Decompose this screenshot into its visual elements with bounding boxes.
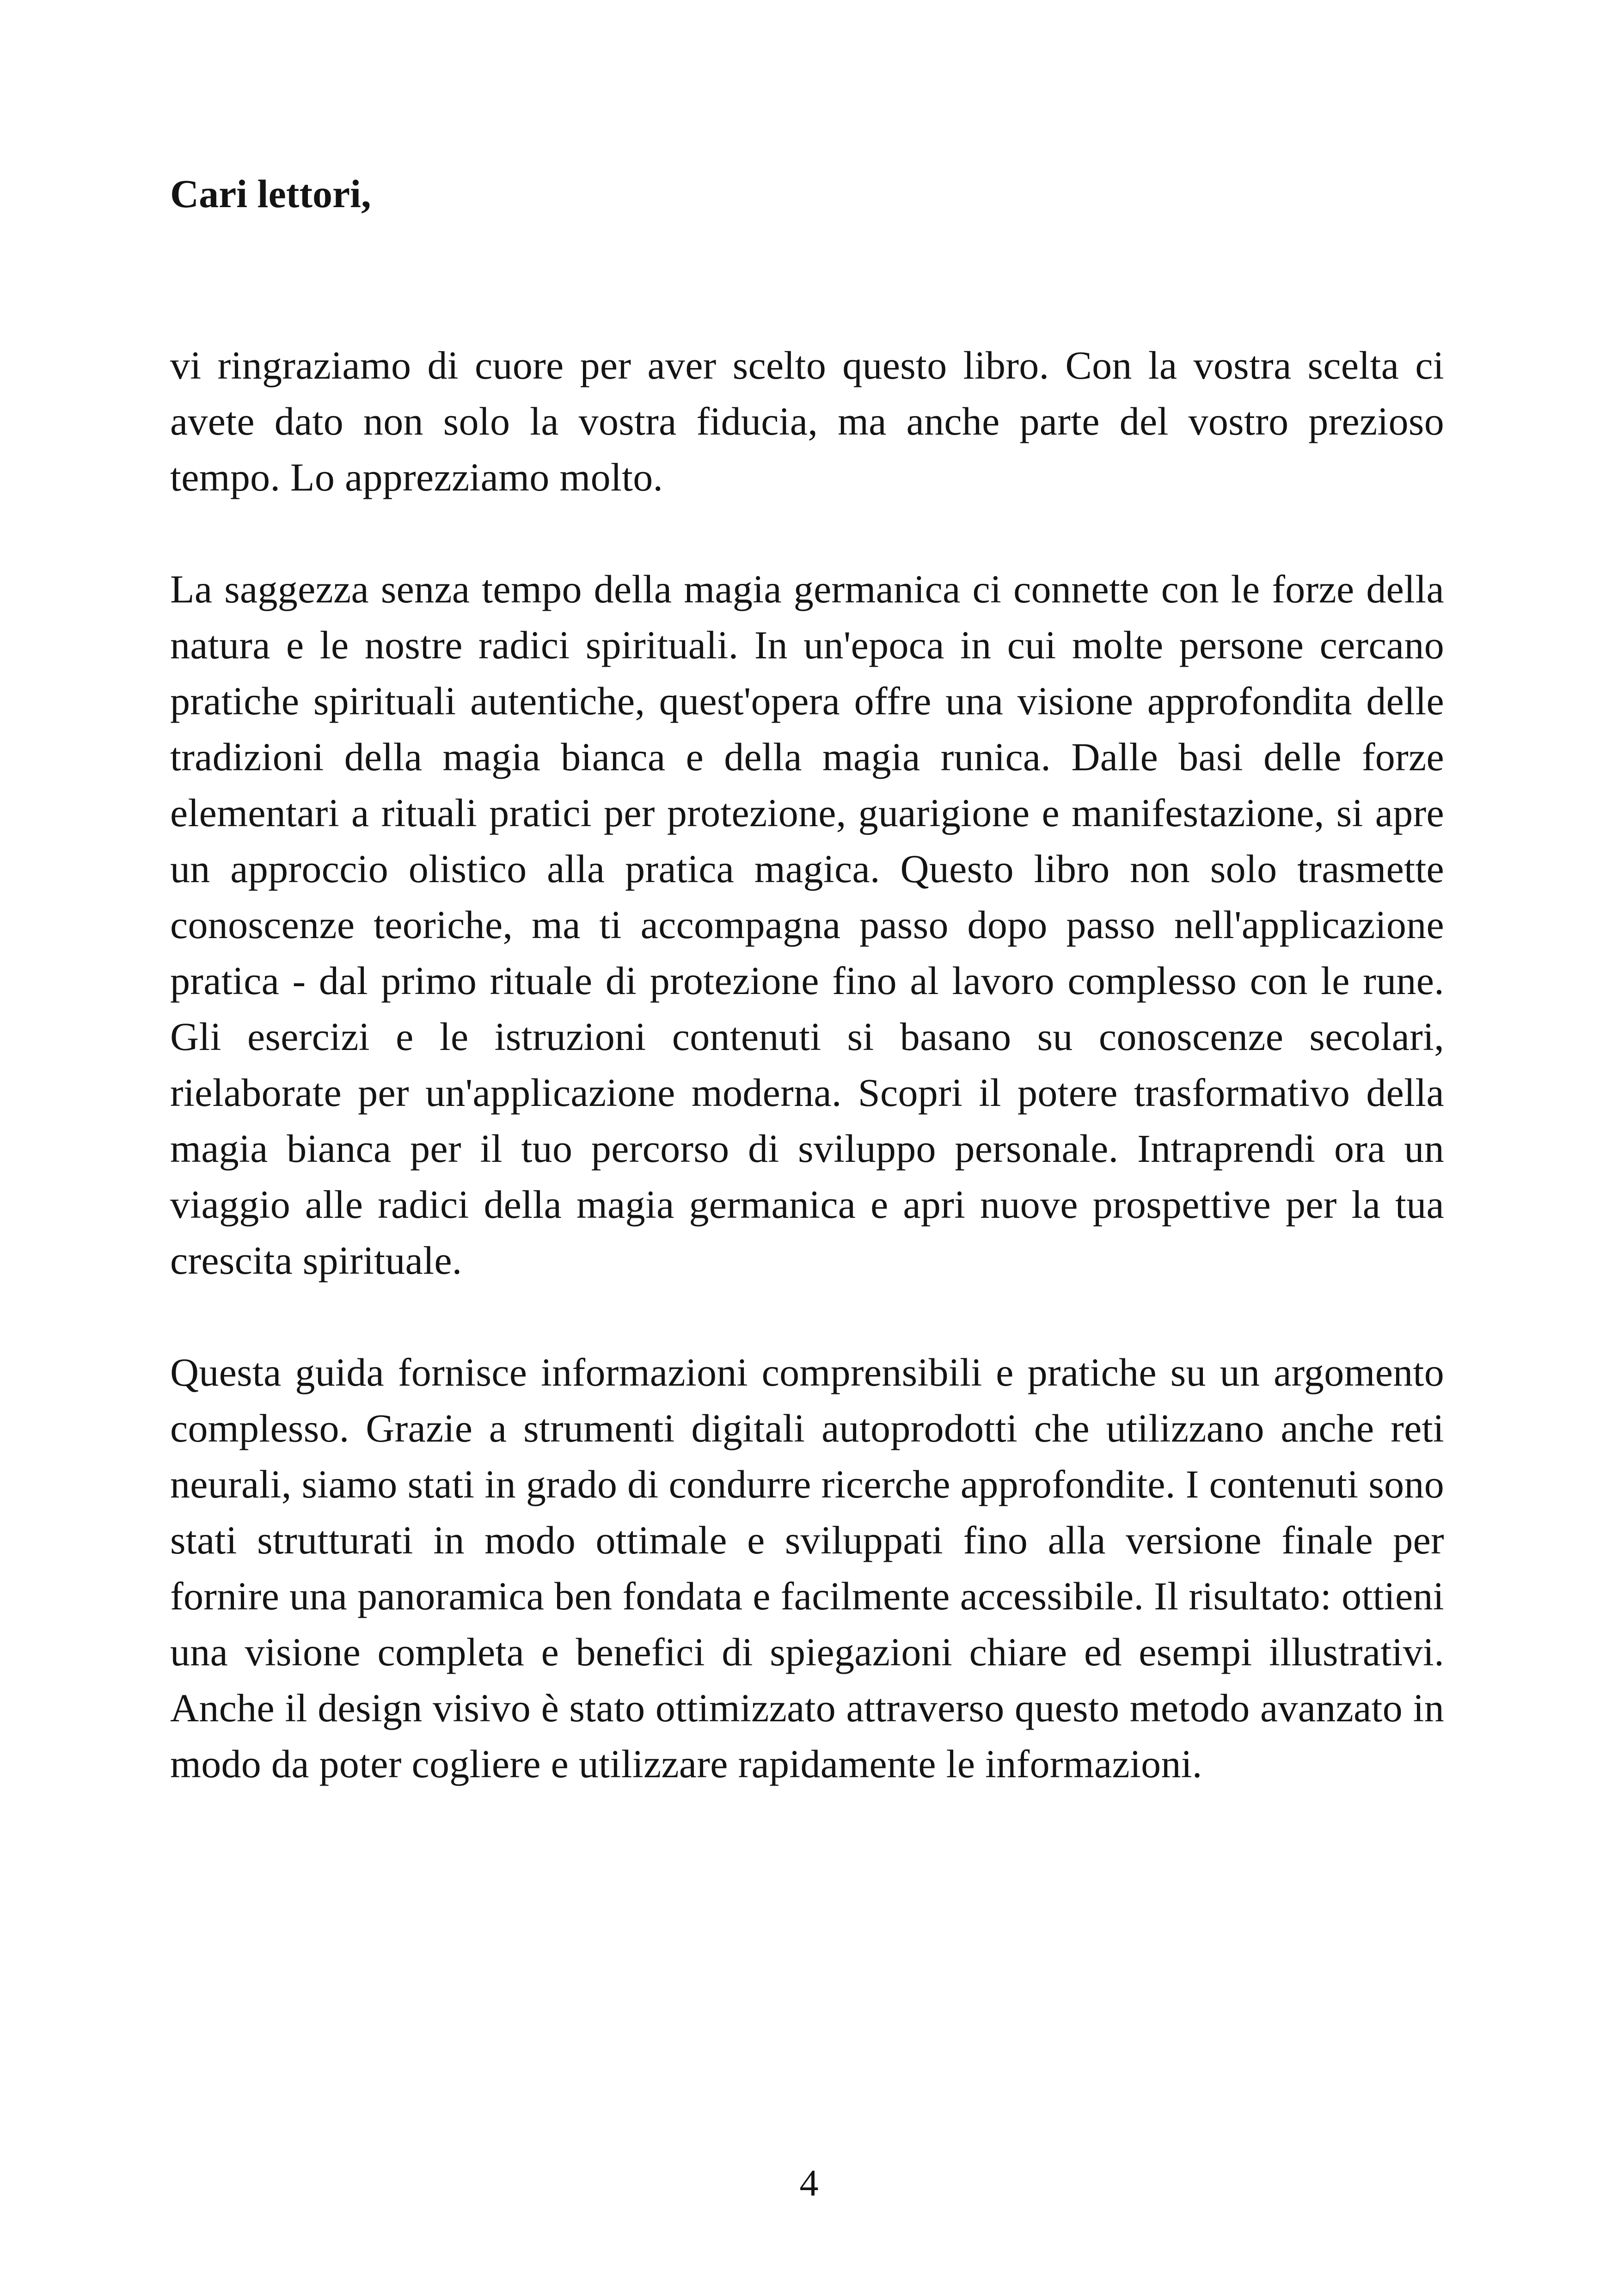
paragraph-guide-info: Questa guida fornisce informazioni comprensibili e pratiche su un argomento complesso. Grazie a strumenti digitali autoprodotti che utilizzano anche reti neurali, siamo stati in grado di condurre ricerche approfondite. I contenuti sono stati strutturati in modo ottimale e sviluppati fino alla versione finale per fornire una panoramica ben fondata e facilmente accessibile. Il risultato: ottieni una visione completa e benefici di spiegazioni chiare ed esempi illustrativi. Anche il design visivo è stato ottimizzato attraverso questo metodo avanzato in modo da poter cogliere e utilizzare rapidamente le informazioni. (170, 1350, 1444, 1786)
letter-body (170, 338, 1444, 1848)
letter-greeting: Cari lettori, (170, 172, 371, 216)
paragraph-thanks: vi ringraziamo di cuore per aver scelto questo libro. Con la vostra scelta ci avete dato non solo la vostra fiducia, ma anche parte del vostro prezioso tempo. Lo apprezziamo molto. (170, 343, 1444, 499)
paragraph-germanic-magic: La saggezza senza tempo della magia germanica ci connette con le forze della natura e le nostre radici spirituali. In un'epoca in cui molte persone cercano pratiche spirituali autentiche, quest'opera offre una visione approfondita delle tradizioni della magia bianca e della magia runica. Dalle basi delle forze elementari a rituali pratici per protezione, guarigione e manifestazione, si apre un approccio olistico alla pratica magica. Questo libro non solo trasmette conoscenze teoriche, ma ti accompagna passo dopo passo nell'applicazione pratica - dal primo rituale di protezione fino al lavoro complesso con le rune. Gli esercizi e le istruzioni contenuti si basano su conoscenze secolari, rielaborate per un'applicazione moderna. Scopri il potere trasformativo della magia bianca per il tuo percorso di sviluppo personale. Intraprendi ora un viaggio alle radici della magia germanica e apri nuove prospettive per la tua crescita spirituale. (170, 567, 1444, 1283)
page-number: 4 (799, 2162, 819, 2204)
